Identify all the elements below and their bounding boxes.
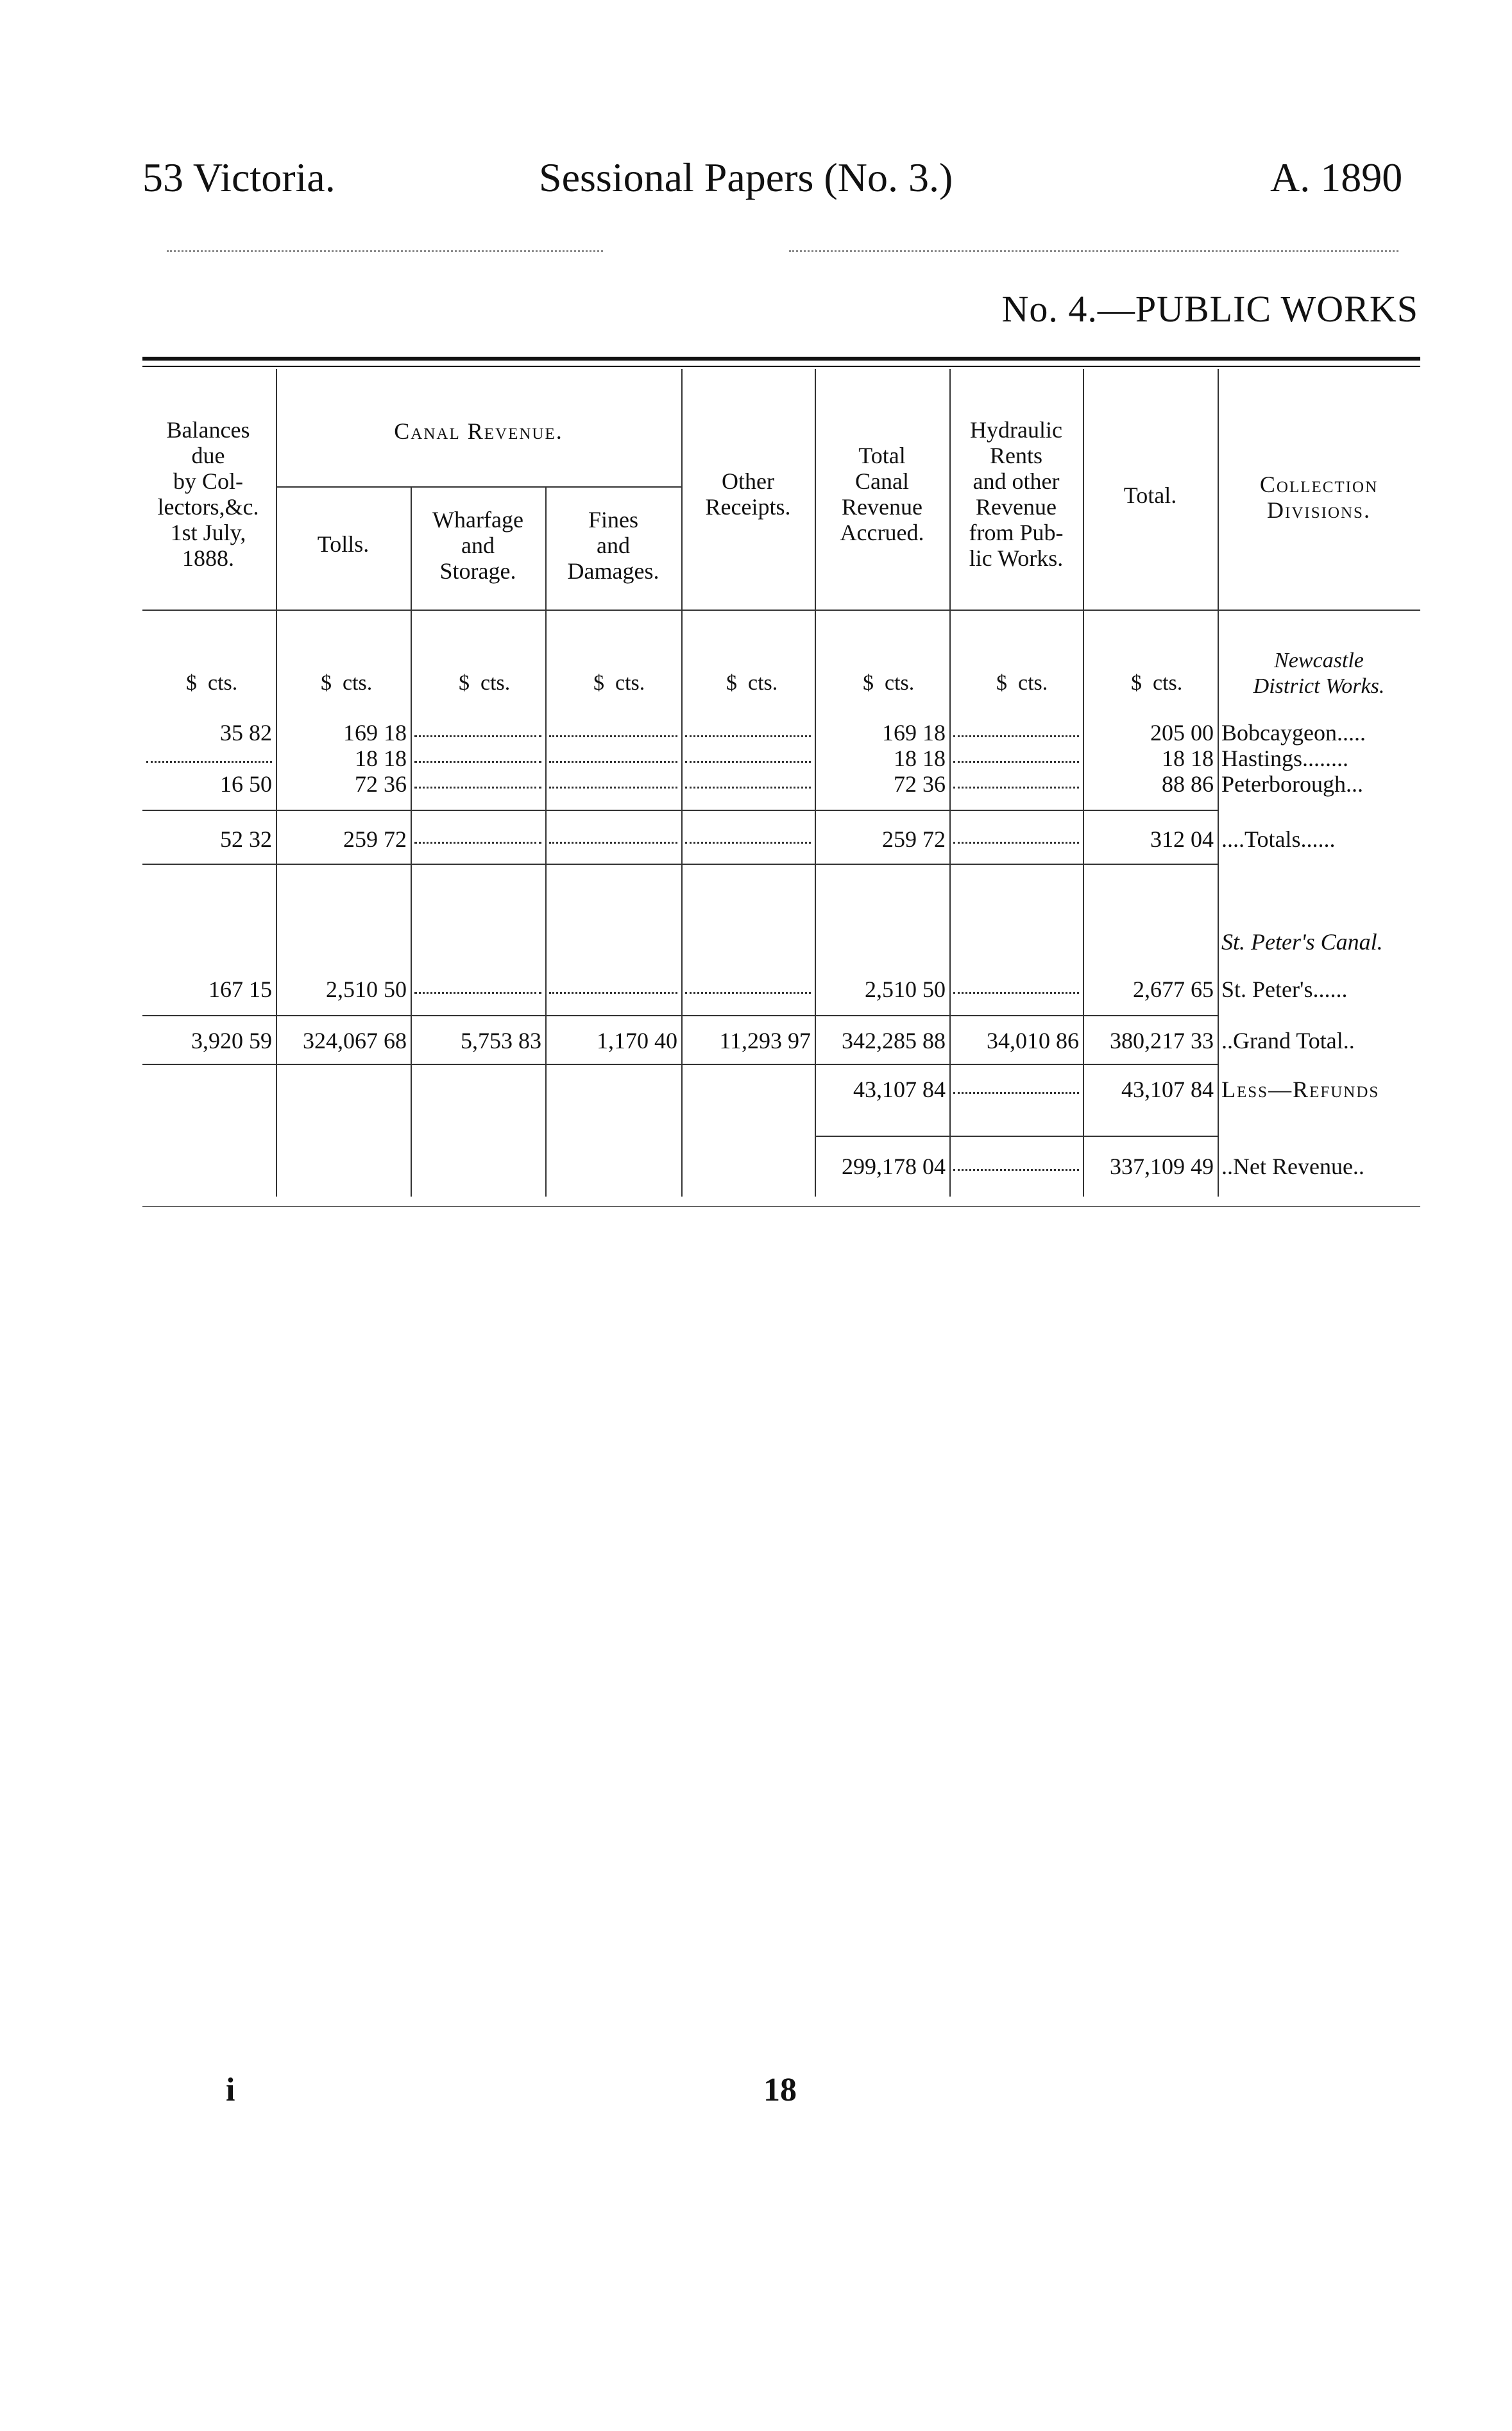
- cell-total-canal: 259 72: [882, 826, 946, 852]
- unit-label-total-canal: $ cts.: [863, 671, 915, 695]
- dot-leader: [411, 719, 545, 747]
- cell-division: ....Totals......: [1221, 826, 1336, 852]
- table-top-rule-thin: [142, 366, 1420, 367]
- col-header-canal-revenue: Canal Revenue.: [394, 418, 563, 444]
- cell-total-canal: 169 18: [882, 720, 946, 746]
- dot-leader: [411, 825, 545, 853]
- cell-tolls: 2,510 50: [326, 977, 407, 1002]
- cell-total: 337,109 49: [1110, 1154, 1214, 1179]
- col-header-fines: Fines and Damages.: [567, 507, 659, 584]
- page-header-right: A. 1890: [1270, 155, 1403, 200]
- dot-leader: [545, 719, 681, 747]
- cell-total: 2,677 65: [1133, 977, 1214, 1002]
- dot-leader: [949, 1075, 1083, 1104]
- cell-division: St. Peter's......: [1221, 977, 1348, 1002]
- col-header-hydraulic: Hydraulic Rents and other Revenue from Pub- lic Works.: [969, 417, 1064, 571]
- cell-tolls: 259 72: [343, 826, 407, 852]
- cell-total: 205 00: [1150, 720, 1214, 746]
- col-header-total-canal: Total Canal Revenue Accrued.: [840, 443, 924, 545]
- unit-label-total: $ cts.: [1131, 671, 1183, 695]
- dot-leader: [411, 975, 545, 1003]
- unit-label-wharfage: $ cts.: [459, 671, 511, 695]
- unit-label-hydraulic: $ cts.: [996, 671, 1048, 695]
- cell-division: Peterborough...: [1221, 771, 1363, 797]
- cell-total: 43,107 84: [1121, 1077, 1214, 1102]
- cell-hydraulic: 34,010 86: [987, 1028, 1079, 1053]
- dot-leader: [681, 770, 815, 798]
- section-heading-st-peters: St. Peter's Canal.: [1221, 929, 1383, 955]
- section-heading-newcastle: Newcastle District Works.: [1253, 649, 1385, 698]
- cell-division: Bobcaygeon.....: [1221, 720, 1366, 746]
- grand-total-rule: [142, 1015, 1218, 1016]
- subtotal-rule: [142, 810, 1218, 811]
- net-revenue-rule: [815, 1136, 1218, 1137]
- col-header-total: Total.: [1123, 482, 1177, 508]
- unit-label-other: $ cts.: [726, 671, 778, 695]
- cell-tolls: 72 36: [355, 771, 407, 797]
- cell-tolls: 18 18: [355, 746, 407, 771]
- cell-balances: 167 15: [208, 977, 272, 1002]
- cell-tolls: 324,067 68: [303, 1028, 407, 1053]
- dot-leader: [949, 770, 1083, 798]
- header-dotted-rule-left: [167, 250, 603, 252]
- unit-label-fines: $ cts.: [593, 671, 645, 695]
- cell-balances: 35 82: [220, 720, 272, 746]
- dot-leader: [949, 975, 1083, 1003]
- page-header-left: 53 Victoria.: [142, 155, 336, 200]
- dot-leader: [949, 744, 1083, 772]
- cell-wharfage: 5,753 83: [461, 1028, 541, 1053]
- cell-total-canal: 43,107 84: [853, 1077, 946, 1102]
- dot-leader: [949, 719, 1083, 747]
- cell-division: Hastings........: [1221, 746, 1348, 771]
- col-header-balances: Balances due by Col- lectors,&c. 1st July, 1888.: [157, 417, 259, 571]
- col-header-tolls: Tolls.: [317, 531, 370, 557]
- cell-total-canal: 299,178 04: [842, 1154, 946, 1179]
- dot-leader: [545, 770, 681, 798]
- dot-leader: [545, 825, 681, 853]
- header-bottom-rule: [142, 610, 1420, 611]
- cell-tolls: 169 18: [343, 720, 407, 746]
- col-header-divisions: Collection Divisions.: [1259, 472, 1379, 523]
- unit-label-tolls: $ cts.: [321, 671, 373, 695]
- cell-total-canal: 2,510 50: [865, 977, 946, 1002]
- cell-balances: 3,920 59: [191, 1028, 272, 1053]
- unit-label-balances: $ cts.: [186, 671, 238, 695]
- cell-division: ..Net Revenue..: [1221, 1154, 1364, 1179]
- cell-total: 312 04: [1150, 826, 1214, 852]
- cell-fines: 1,170 40: [597, 1028, 677, 1053]
- dot-leader: [545, 975, 681, 1003]
- page-header-center: Sessional Papers (No. 3.): [539, 155, 953, 200]
- cell-balances: 16 50: [220, 771, 272, 797]
- dot-leader: [949, 825, 1083, 853]
- dot-leader: [545, 744, 681, 772]
- canal-revenue-underline: [276, 486, 681, 488]
- table-top-rule: [142, 357, 1420, 361]
- cell-total-canal: 18 18: [894, 746, 946, 771]
- cell-total-canal: 72 36: [894, 771, 946, 797]
- cell-total-canal: 342,285 88: [842, 1028, 946, 1053]
- dot-leader: [142, 744, 276, 772]
- cell-division: Less—Refunds: [1221, 1077, 1380, 1102]
- cell-total: 18 18: [1162, 746, 1214, 771]
- table-bottom-rule: [142, 1206, 1420, 1207]
- cell-balances: 52 32: [220, 826, 272, 852]
- dot-leader: [411, 744, 545, 772]
- cell-total: 380,217 33: [1110, 1028, 1214, 1053]
- page-number: 18: [763, 2072, 797, 2108]
- col-header-other-receipts: Other Receipts.: [705, 468, 791, 520]
- grand-total-bottom-rule: [142, 1064, 1218, 1065]
- dot-leader: [411, 770, 545, 798]
- header-dotted-rule-right: [789, 250, 1398, 252]
- dot-leader: [681, 719, 815, 747]
- footer-left-mark: i: [226, 2072, 235, 2108]
- dot-leader: [681, 744, 815, 772]
- page-title: No. 4.—PUBLIC WORKS: [1001, 288, 1418, 330]
- dot-leader: [949, 1152, 1083, 1181]
- cell-division: ..Grand Total..: [1221, 1028, 1355, 1053]
- dot-leader: [681, 825, 815, 853]
- cell-total: 88 86: [1162, 771, 1214, 797]
- dot-leader: [681, 975, 815, 1003]
- cell-other: 11,293 97: [719, 1028, 811, 1053]
- col-header-wharfage: Wharfage and Storage.: [432, 507, 523, 584]
- section-end-rule: [142, 864, 1218, 865]
